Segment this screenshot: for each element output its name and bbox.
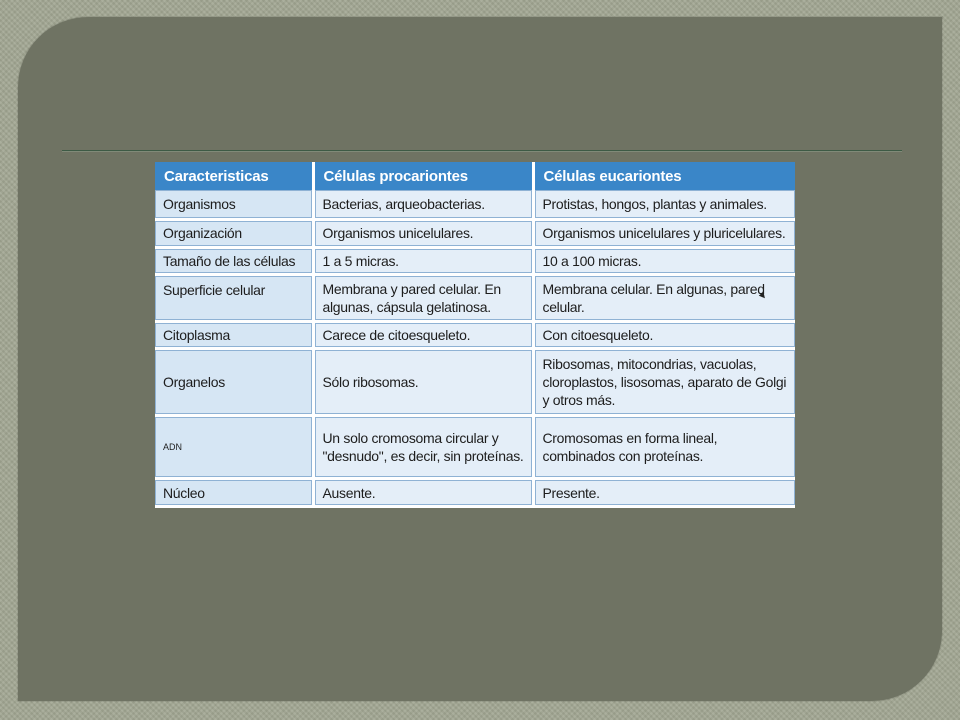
prokaryotic-cell: Carece de citoesqueleto. (313, 322, 533, 349)
prokaryotic-cell: Un solo cromosoma circular y "desnudo", es decir, sin proteínas. (313, 416, 533, 479)
table-row (155, 190, 795, 220)
prokaryotic-cell: Membrana y pared celular. En algunas, cápsula gelatinosa. (313, 275, 533, 322)
header-eukaryotic-cells: Células eucariontes (533, 162, 795, 190)
prokaryotic-cell: Sólo ribosomas. (313, 348, 533, 415)
prokaryotic-cell: 1 a 5 micras. (313, 247, 533, 275)
table-row (155, 479, 795, 507)
feature-cell: Núcleo (155, 479, 313, 507)
feature-cell: Organismos (155, 190, 313, 220)
prokaryotic-cell: Ausente. (313, 479, 533, 507)
feature-cell: Tamaño de las células (155, 247, 313, 275)
table-row (155, 348, 795, 415)
table-row (155, 247, 795, 275)
table-row (155, 275, 795, 322)
prokaryotic-cell: Organismos unicelulares. (313, 220, 533, 248)
header-prokaryotic-cells: Células procariontes (313, 162, 533, 190)
table-header-row (155, 162, 795, 190)
feature-cell: Superficie celular (155, 275, 313, 322)
eukaryotic-cell: Membrana celular. En algunas, pared celular. (533, 275, 795, 322)
feature-cell: Citoplasma (155, 322, 313, 349)
header-characteristics: Caracteristicas (155, 162, 313, 190)
comparison-table-image (155, 162, 795, 508)
feature-cell: Organelos (155, 348, 313, 415)
table-row (155, 322, 795, 349)
eukaryotic-cell: Ribosomas, mitocondrias, vacuolas, cloroplastos, lisosomas, aparato de Golgi y otros más. (533, 348, 795, 415)
cell-comparison-table (155, 162, 795, 508)
title-divider-line (62, 150, 902, 151)
feature-cell: Organización (155, 220, 313, 248)
eukaryotic-cell: Protistas, hongos, plantas y animales. (533, 190, 795, 220)
table-row (155, 416, 795, 479)
eukaryotic-cell: Con citoesqueleto. (533, 322, 795, 349)
table-row (155, 220, 795, 248)
feature-cell: ADN (155, 416, 313, 479)
eukaryotic-cell: 10 a 100 micras. (533, 247, 795, 275)
eukaryotic-cell: Organismos unicelulares y pluricelulares. (533, 220, 795, 248)
eukaryotic-cell: Cromosomas en forma lineal, combinados con proteínas. (533, 416, 795, 479)
eukaryotic-cell: Presente. (533, 479, 795, 507)
prokaryotic-cell: Bacterias, arqueobacterias. (313, 190, 533, 220)
